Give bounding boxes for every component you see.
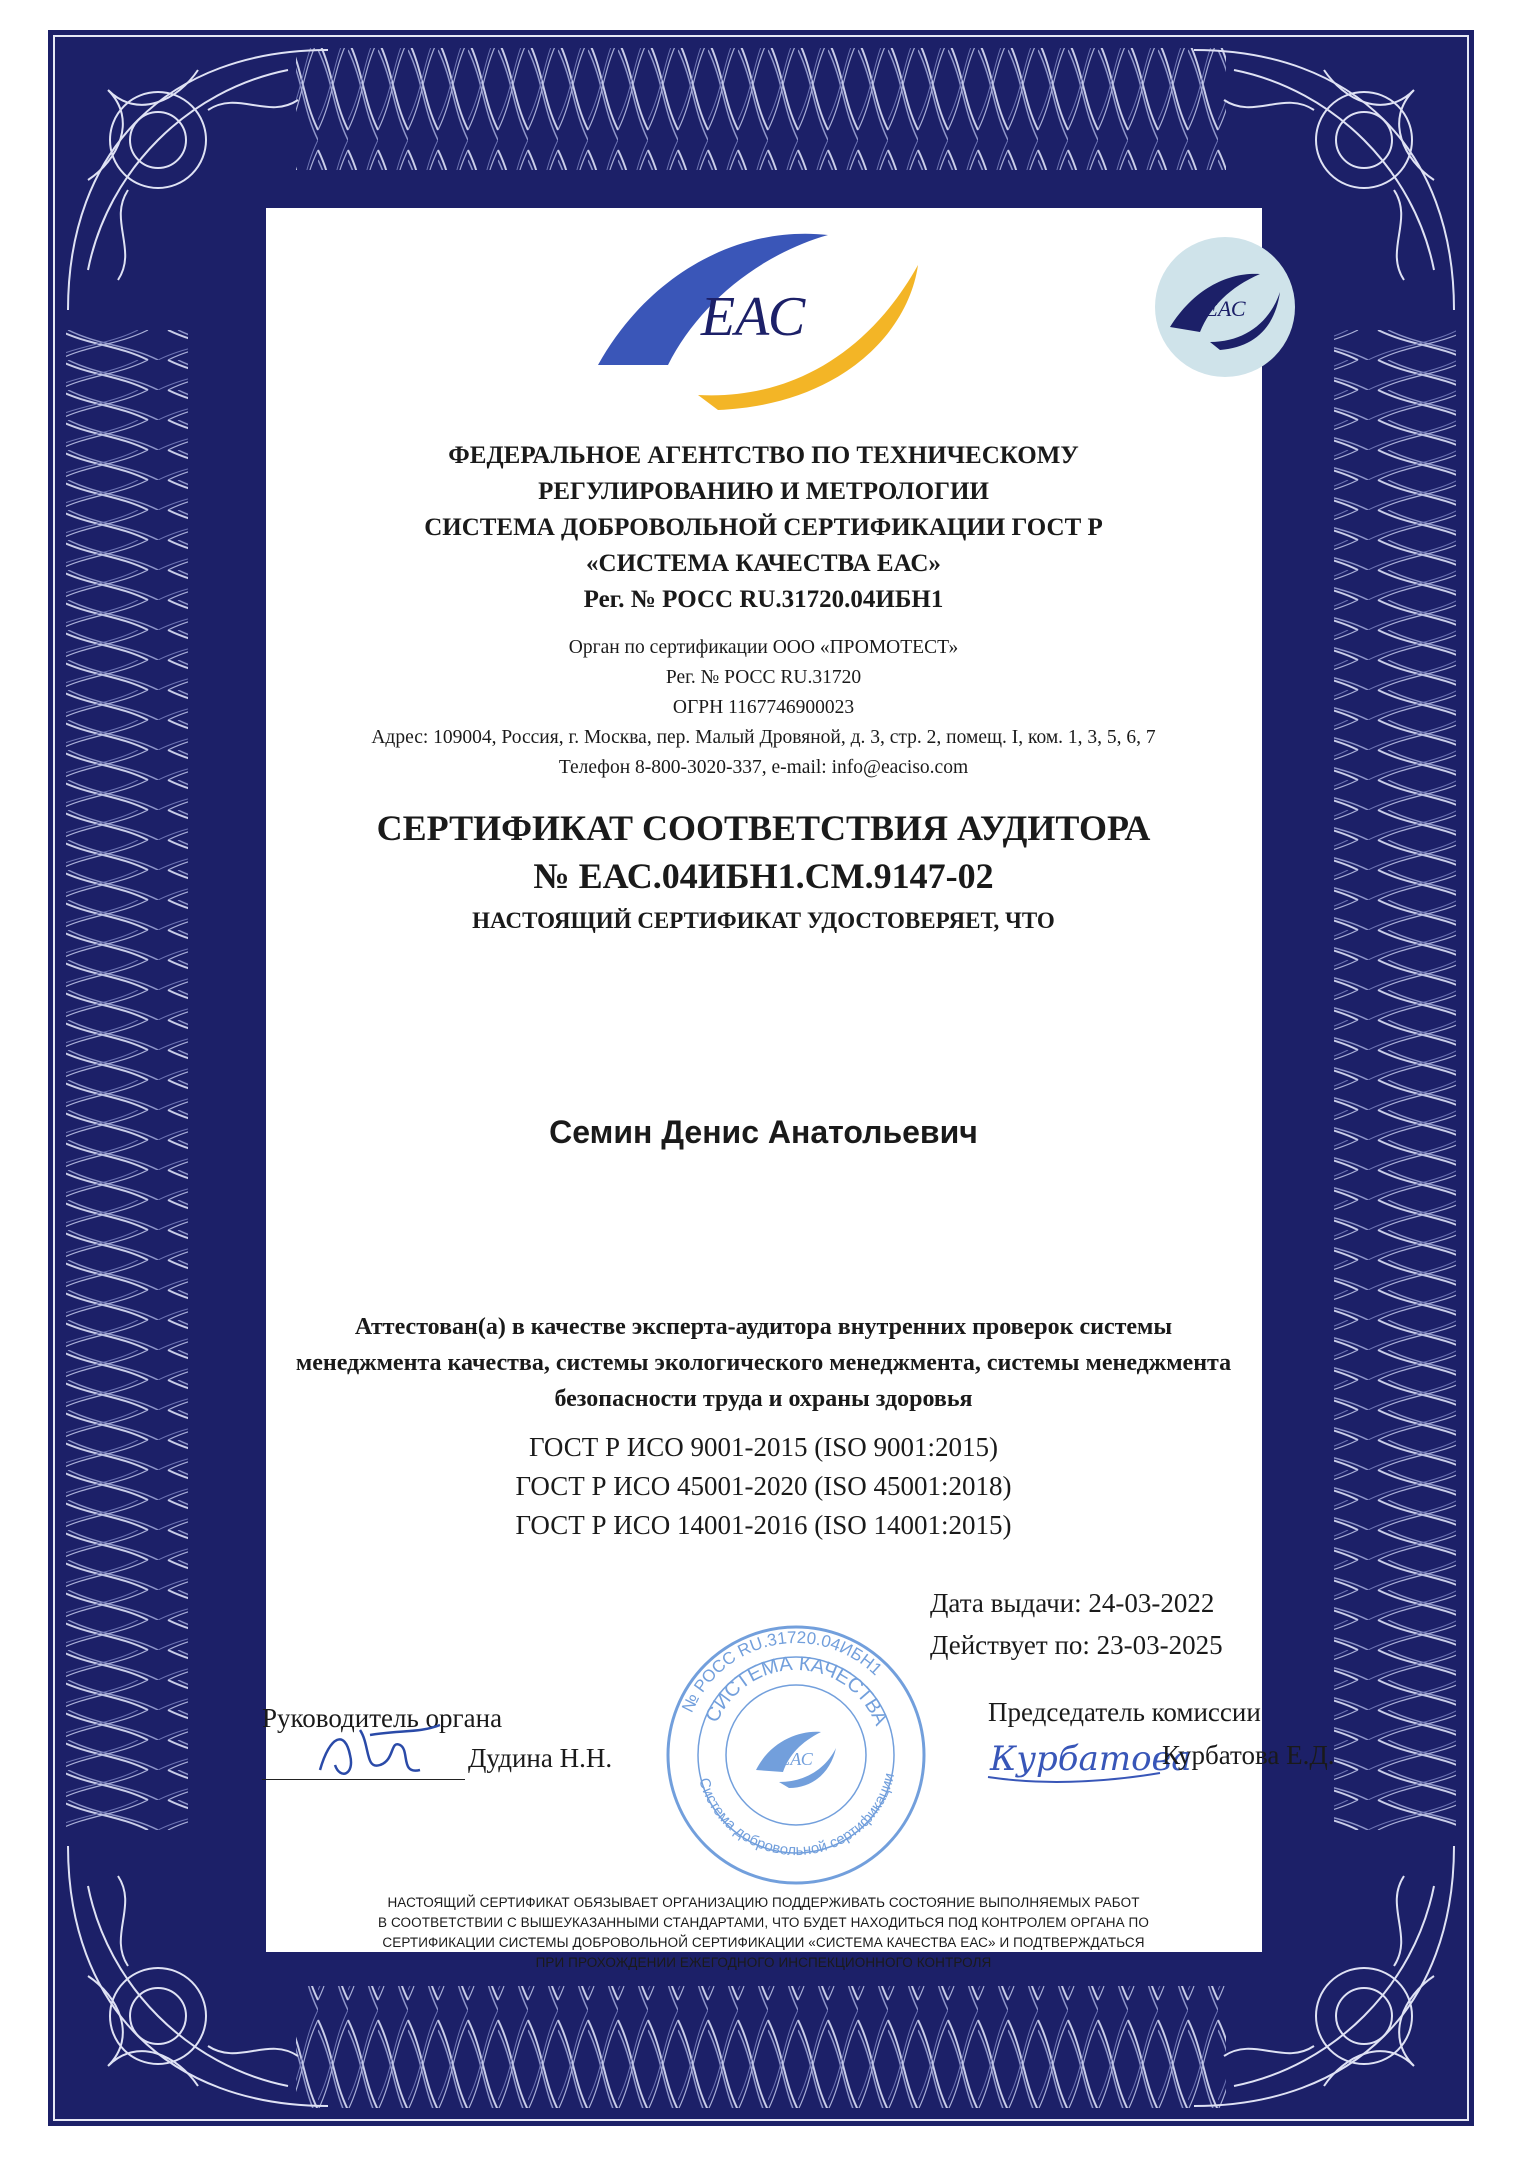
footer-line: В СООТВЕТСТВИИ С ВЫШЕУКАЗАННЫМИ СТАНДАРТАМИ, ЧТО БУДЕТ НАХОДИТЬСЯ ПОД КОНТРОЛЕМ ОРГАНА ПО bbox=[378, 1915, 1149, 1930]
footer-line: ПРИ ПРОХОЖДЕНИИ ЕЖЕГОДНОГО ИНСПЕКЦИОННОГО КОНТРОЛЯ bbox=[535, 1955, 992, 1970]
attestation-line: Аттестован(а) в качестве эксперта-аудитора внутренних проверок системы bbox=[354, 1314, 1173, 1340]
right-signature-text: Курбатова bbox=[990, 1739, 1192, 1779]
certificate-subtitle: НАСТОЯЩИЙ СЕРТИФИКАТ УДОСТОВЕРЯЕТ, ЧТО bbox=[472, 908, 1055, 933]
agency-header bbox=[0, 438, 1527, 618]
organ-address: Адрес: 109004, Россия, г. Москва, пер. Малый Дровяной, д. 3, стр. 2, помещ. I, ком. 1, 3, 5, 6, 7 bbox=[371, 727, 1156, 748]
organ-reg: Рег. № РОСС RU.31720 bbox=[665, 667, 862, 688]
header-reg-number: Рег. № РОСС RU.31720.04ИБН1 bbox=[583, 586, 944, 613]
standard-item: ГОСТ Р ИСО 14001-2016 (ISO 14001:2015) bbox=[515, 1510, 1012, 1540]
eac-round-logo-text: ЕАС bbox=[1204, 296, 1246, 321]
right-signature-handwriting bbox=[980, 1725, 1192, 1795]
certificate-title: СЕРТИФИКАТ СООТВЕТСТВИЯ АУДИТОРА bbox=[376, 808, 1151, 848]
certificate-title-block bbox=[0, 804, 1527, 900]
issue-date: Дата выдачи: 24-03-2022 bbox=[930, 1588, 1215, 1618]
eac-round-logo bbox=[1150, 232, 1300, 382]
certification-organ bbox=[0, 633, 1527, 783]
left-signature-line bbox=[262, 1779, 465, 1780]
stamp-center-text: ЕАС bbox=[779, 1749, 813, 1769]
footer-line: СЕРТИФИКАЦИИ СИСТЕМЫ ДОБРОВОЛЬНОЙ СЕРТИФИКАЦИИ «СИСТЕМА КАЧЕСТВА ЕАС» И ПОДТВЕРЖДАТЬСЯ bbox=[382, 1935, 1145, 1950]
stamp-outer-text: № РОСС RU.31720.04ИБН1 bbox=[678, 1627, 886, 1716]
eac-logo bbox=[588, 215, 938, 415]
dates-block bbox=[930, 1582, 1223, 1666]
header-line: ФЕДЕРАЛЬНОЕ АГЕНТСТВО ПО ТЕХНИЧЕСКОМУ bbox=[448, 442, 1079, 469]
left-signer-name: Дудина Н.Н. bbox=[468, 1743, 613, 1773]
left-signer-role: Руководитель органа bbox=[262, 1703, 503, 1733]
official-stamp bbox=[661, 1620, 931, 1890]
header-line: «СИСТЕМА КАЧЕСТВА ЕАС» bbox=[586, 550, 941, 577]
organ-contacts: Телефон 8-800-3020-337, e-mail: info@eaciso.com bbox=[558, 757, 969, 778]
standard-item: ГОСТ Р ИСО 9001-2015 (ISO 9001:2015) bbox=[528, 1432, 999, 1462]
organ-ogrn: ОГРН 1167746900023 bbox=[672, 697, 855, 718]
right-signer-role: Председатель комиссии bbox=[988, 1697, 1261, 1727]
eac-logo-text: ЕАС bbox=[700, 286, 806, 348]
certificate-holder: Семин Денис Анатольевич bbox=[549, 1114, 978, 1150]
right-signer-name: Курбатова Е.Д. bbox=[1162, 1740, 1335, 1770]
stamp-inner-text: Система добровольной сертификации bbox=[695, 1771, 899, 1860]
stamp-middle-text: СИСТЕМА КАЧЕСТВА bbox=[701, 1652, 892, 1729]
attestation-text bbox=[0, 1309, 1527, 1417]
organ-name: Орган по сертификации ООО «ПРОМОТЕСТ» bbox=[568, 637, 959, 658]
attestation-line: безопасности труда и охраны здоровья bbox=[554, 1386, 973, 1412]
footer-line: НАСТОЯЩИЙ СЕРТИФИКАТ ОБЯЗЫВАЕТ ОРГАНИЗАЦИЮ ПОДДЕРЖИВАТЬ СОСТОЯНИЕ ВЫПОЛНЯЕМЫХ РАБОТ bbox=[387, 1895, 1140, 1910]
header-line: СИСТЕМА ДОБРОВОЛЬНОЙ СЕРТИФИКАЦИИ ГОСТ Р bbox=[424, 514, 1103, 541]
standards-list bbox=[0, 1428, 1527, 1545]
valid-until: Действует по: 23-03-2025 bbox=[930, 1630, 1223, 1660]
footer-notice bbox=[0, 1893, 1527, 1973]
standard-item: ГОСТ Р ИСО 45001-2020 (ISO 45001:2018) bbox=[515, 1471, 1012, 1501]
attestation-line: менеджмента качества, системы экологического менеджмента, системы менеджмента bbox=[295, 1350, 1232, 1376]
certificate-number: № ЕАС.04ИБН1.СМ.9147-02 bbox=[533, 856, 994, 896]
header-line: РЕГУЛИРОВАНИЮ И МЕТРОЛОГИИ bbox=[538, 478, 989, 505]
